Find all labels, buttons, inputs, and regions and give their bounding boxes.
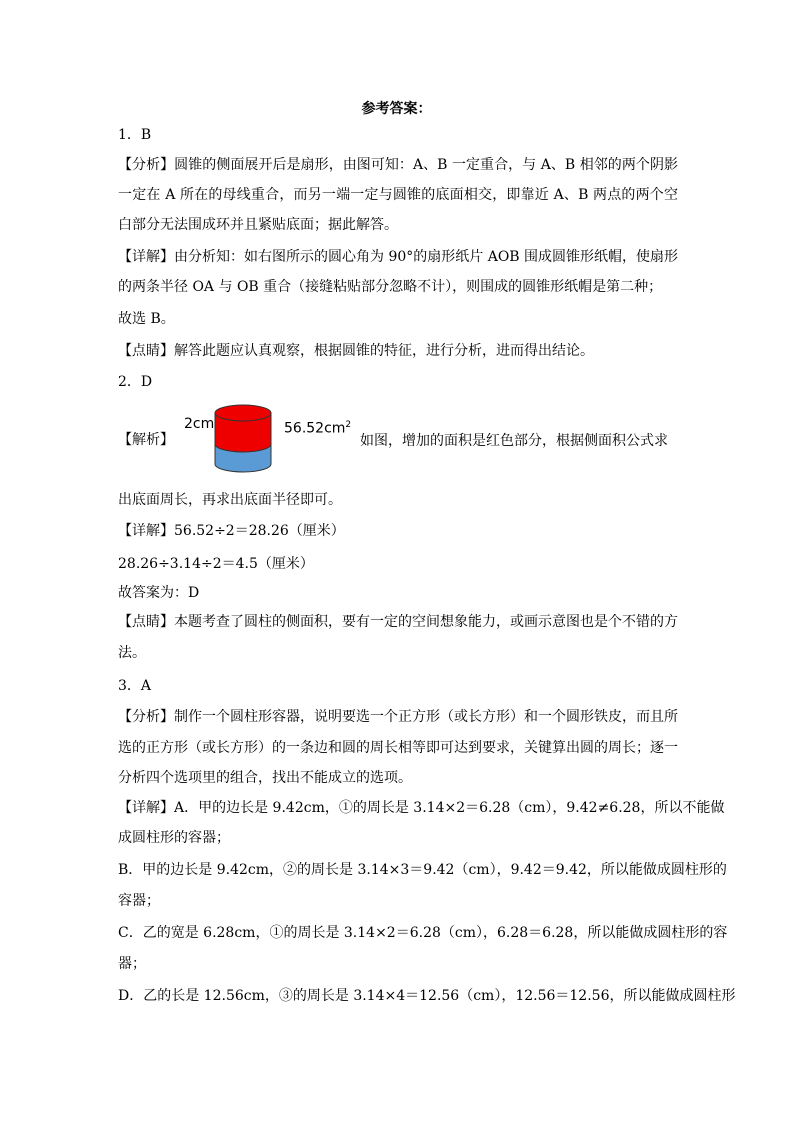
q2-answer: 2．D (118, 374, 153, 390)
q1-detail-line: 【详解】由分析知：如右图所示的圆心角为 90°的扇形纸片 AOB 围成圆锥形纸帽，使扇形 (118, 249, 679, 265)
q3-detail-line: 器； (118, 956, 146, 972)
q3-analysis-line: 分析四个选项里的组合，找出不能成立的选项。 (118, 770, 412, 786)
q3-detail-line: C．乙的宽是 6.28cm，①的周长是 3.14×2＝6.28（cm），6.28＝6.28，所以能做成圆柱形的容 (118, 925, 728, 941)
height-label: 2cm (184, 416, 215, 432)
q1-detail-line: 故选 B。 (118, 311, 175, 327)
q3-detail-line: 【详解】A．甲的边长是 9.42cm，①的周长是 3.14×2＝6.28（cm），9.42≠6.28，所以不能做 (118, 800, 725, 816)
q1-analysis-line: 白部分无法围成环并且紧贴底面；据此解答。 (118, 217, 398, 233)
q3-answer: 3．A (118, 678, 152, 694)
q3-analysis-line: 选的正方形（或长方形）的一条边和圆的周长相等即可达到要求，关键算出圆的周长；逐一 (118, 740, 678, 756)
cylinder-top-face (215, 405, 271, 421)
q1-analysis-line: 一定在 A 所在的母线重合，而另一端一定与圆锥的底面相交，即靠近 A、B 两点的两个空 (118, 187, 678, 203)
q2-detail-line: 28.26÷3.14÷2＝4.5（厘米） (118, 556, 314, 572)
area-label (284, 420, 351, 437)
q1-detail-line: 的两条半径 OA 与 OB 重合（接缝粘贴部分忽略不计），则围成的圆锥形纸帽是第二种； (118, 279, 663, 295)
q2-result: 故答案为：D (118, 585, 200, 601)
q2-detail-line: 【详解】56.52÷2＝28.26（厘米） (118, 523, 345, 539)
area-exponent: 2 (345, 420, 352, 430)
q1-comment: 【点睛】解答此题应认真观察，根据圆锥的特征，进行分析，进而得出结论。 (118, 343, 594, 359)
q3-analysis-line: 【分析】制作一个圆柱形容器，说明要选一个正方形（或长方形）和一个圆形铁皮，而且所 (118, 709, 678, 725)
q2-analysis-text: 如图，增加的面积是红色部分，根据侧面积公式求 (360, 433, 668, 449)
page-title: 参考答案： (361, 101, 432, 117)
q3-detail-line: 成圆柱形的容器； (118, 830, 230, 846)
cylinder-diagram (160, 402, 360, 476)
area-value: 56.52cm (284, 420, 346, 437)
q2-analysis-prefix: 【解析】 (118, 432, 174, 448)
q3-detail-line: B．甲的边长是 9.42cm，②的周长是 3.14×3＝9.42（cm），9.42＝9.42，所以能做成圆柱形的 (118, 862, 727, 878)
q1-answer: 1．B (118, 127, 152, 143)
cylinder-figure (160, 402, 360, 476)
q1-analysis-line: 【分析】圆锥的侧面展开后是扇形，由图可知：A、B 一定重合，与 A、B 相邻的两个阴影 (118, 157, 678, 173)
q3-detail-line: D．乙的长是 12.56cm，③的周长是 3.14×4＝12.56（cm），12.56＝12.56，所以能做成圆柱形 (118, 988, 736, 1004)
q2-comment-line: 【点睛】本题考查了圆柱的侧面积，要有一定的空间想象能力，或画示意图也是个不错的方 (118, 614, 678, 630)
q2-analysis-line: 出底面周长，再求出底面半径即可。 (118, 492, 342, 508)
q3-detail-line: 容器； (118, 893, 160, 909)
q2-comment-line: 法。 (118, 645, 146, 661)
